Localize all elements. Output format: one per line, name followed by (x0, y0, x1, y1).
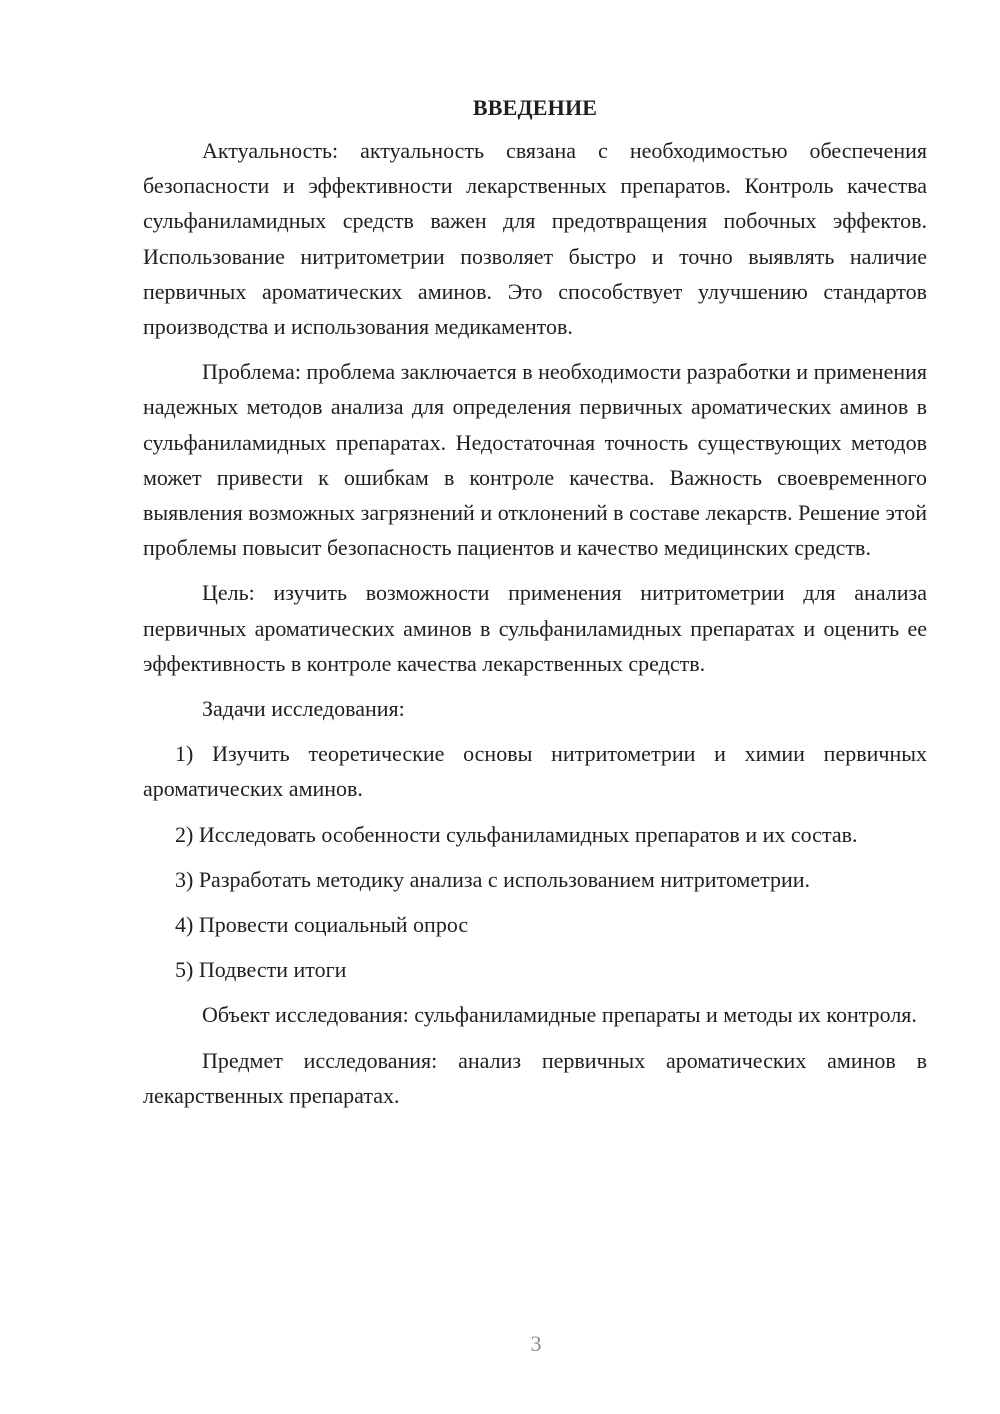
task-item-3: 3) Разработать методику анализа с использованием нитритометрии. (175, 866, 811, 892)
task-item-4: 4) Провести социальный опрос (175, 912, 469, 938)
problem-paragraph: Проблема: проблема заключается в необходимости разработки и применения надежных методов анализа для определения первичных ароматических аминов в сульфаниламидных препаратах. Недостаточная точность существующих методов может привести к ошибкам в контроле качества. Важность своевременного выявления возможных загрязнений и отклонений в составе лекарств. Решение этой проблемы повысит безопасность пациентов и качество медицинских средств. (143, 359, 928, 561)
object-paragraph: Объект исследования: сульфаниламидные препараты и методы их контроля. (202, 1002, 917, 1028)
document-page (143, 90, 927, 1123)
goal-paragraph: Цель: изучить возможности применения нитритометрии для анализа первичных ароматических аминов в сульфаниламидных препаратах и оценить ее эффективность в контроле качества лекарственных средств. (143, 580, 927, 676)
task-item-5: 5) Подвести итоги (175, 957, 347, 983)
task-item-2: 2) Исследовать особенности сульфаниламидных препаратов и их состав. (175, 821, 858, 847)
tasks-heading: Задачи исследования: (202, 696, 405, 722)
section-title: ВВЕДЕНИЕ (472, 95, 598, 120)
page-number: 3 (530, 1331, 542, 1356)
task-item-1: 1) Изучить теоретические основы нитритометрии и химии первичных ароматических аминов. (143, 741, 927, 802)
relevance-paragraph: Актуальность: актуальность связана с необходимостью обеспечения безопасности и эффективности лекарственных препаратов. Контроль качества сульфаниламидных средств важен для предотвращения побочных эффектов. Использование нитритометрии позволяет быстро и точно выявлять наличие первичных ароматических аминов. Это способствует улучшению стандартов производства и использования медикаментов. (143, 138, 927, 340)
subject-paragraph: Предмет исследования: анализ первичных ароматических аминов в лекарственных препаратах. (143, 1047, 927, 1108)
